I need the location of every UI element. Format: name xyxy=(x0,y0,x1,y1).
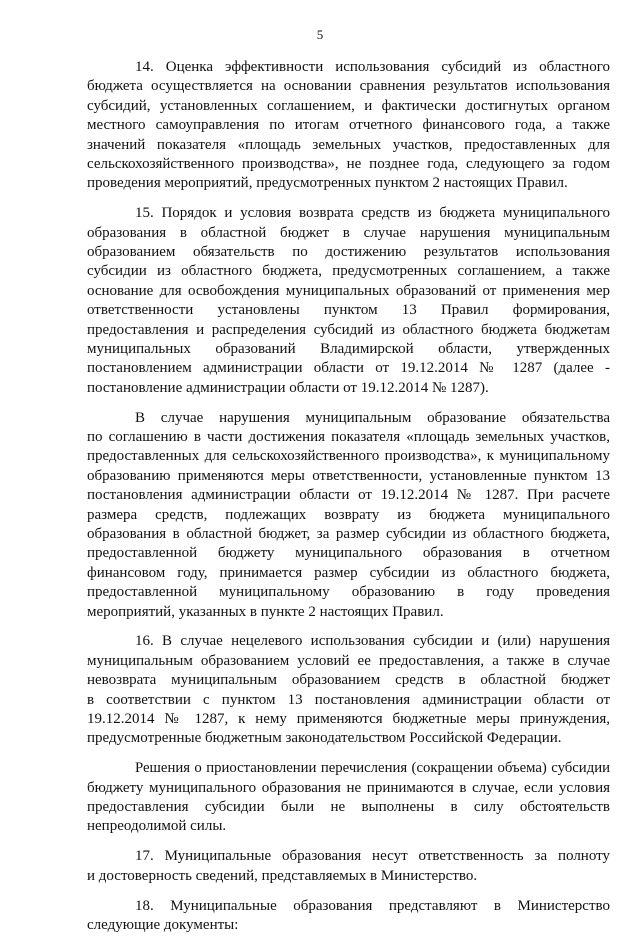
text-line: в соответствии с пунктом 13 постановления администрации области от xyxy=(87,691,610,708)
text-line: образования в областной бюджет в случае нарушения муниципальным xyxy=(87,224,610,241)
paragraph xyxy=(87,409,610,622)
text-line: невозврата муниципальным образованием средств в областной бюджет xyxy=(87,672,610,689)
text-line: мероприятий, указанных в пункте 2 настоящих Правил. xyxy=(87,603,444,620)
page-number: 5 xyxy=(316,27,324,42)
paragraph xyxy=(87,204,610,398)
text-line: предусмотренные бюджетным законодательством Российской Федерации. xyxy=(87,730,562,747)
paragraph xyxy=(87,847,610,886)
text-line: 14. Оценка эффективности использования субсидий из областного xyxy=(135,59,610,75)
text-line: и достоверность сведений, представляемых в Министерство. xyxy=(87,867,478,884)
text-line: следующие документы: xyxy=(87,917,239,934)
text-line: образованию применяются меры ответственности, установленные пунктом 13 xyxy=(87,467,610,484)
text-line: предоставленных для сельскохозяйственного производства», к муниципальному xyxy=(87,448,610,465)
text-line: образованием обязательств по достижению результатов использования xyxy=(87,244,610,261)
text-line: непреодолимой силы. xyxy=(87,818,227,835)
text-line: субсидии из областного бюджета, предусмотренных соглашением, а также xyxy=(87,263,610,280)
text-line: 17. Муниципальные образования несут ответственность за полноту xyxy=(135,848,610,865)
text-line: субсидий, установленных соглашением, и фактически достигнутых органом xyxy=(87,97,610,114)
text-line: 18. Муниципальные образования представляют в Министерство xyxy=(135,897,610,914)
text-line: финансовом году, принимается размер субсидии из областного бюджета, xyxy=(87,564,610,581)
paragraph xyxy=(87,632,610,748)
text-line: муниципальных образований Владимирской области, утвержденных xyxy=(87,340,610,357)
text-line: образования в областной бюджет, за размер субсидии из областного бюджета, xyxy=(87,525,610,542)
paragraph xyxy=(87,897,610,936)
text-line: бюджету муниципального образования не принимаются в случае, если условия xyxy=(87,779,610,796)
text-line: постановлением администрации области от 19.12.2014 № 1287 (далее - xyxy=(87,360,610,377)
document-body xyxy=(87,58,610,946)
text-line: проведения мероприятий, предусмотренных пунктом 2 настоящих Правил. xyxy=(87,175,568,192)
text-line: постановление администрации области от 19.12.2014 № 1287). xyxy=(87,379,489,396)
text-line: предоставленной муниципальному образованию в году проведения xyxy=(87,584,610,601)
text-line: бюджета осуществляется на основании сравнения результатов использования xyxy=(87,78,610,95)
text-line: 15. Порядок и условия возврата средств из бюджета муниципального xyxy=(135,205,610,222)
text-line: предоставления субсидии были не выполнены в силу обстоятельств xyxy=(87,799,610,816)
text-line: предоставленной бюджету муниципального образования в отчетном xyxy=(87,545,610,562)
text-line: 19.12.2014 № 1287, к нему применяются бюджетные меры принуждения, xyxy=(87,711,610,727)
paragraph xyxy=(87,58,610,194)
text-line: 16. В случае нецелевого использования субсидии и (или) нарушения xyxy=(135,633,610,650)
text-line: сельскохозяйственного производства», не позднее года, следующего за годом xyxy=(87,155,610,172)
paragraph xyxy=(87,759,610,837)
text-line: основание для освобождения муниципальных образований от применения мер xyxy=(87,282,610,299)
text-line: постановления администрации области от 19.12.2014 № 1287. При расчете xyxy=(87,487,610,504)
text-line: предоставления и распределения субсидий из областного бюджета бюджетам xyxy=(87,321,610,338)
text-line: значений показателя «площадь земельных участков, предоставленных для xyxy=(87,136,610,153)
text-line: муниципальным образованием условий ее предоставления, а также в случае xyxy=(87,652,610,669)
text-line: местного самоуправления по итогам отчетного финансового года, а также xyxy=(87,117,610,134)
text-line: размера средств, подлежащих возврату из бюджета муниципального xyxy=(87,506,610,523)
text-line: В случае нарушения муниципальным образование обязательства xyxy=(135,409,610,426)
text-line: по соглашению в части достижения показателя «площадь земельных участков, xyxy=(87,429,610,446)
text-line: Решения о приостановлении перечисления (сокращении объема) субсидии xyxy=(135,760,610,777)
text-line: ответственности установлены пунктом 13 Правил формирования, xyxy=(87,302,610,319)
